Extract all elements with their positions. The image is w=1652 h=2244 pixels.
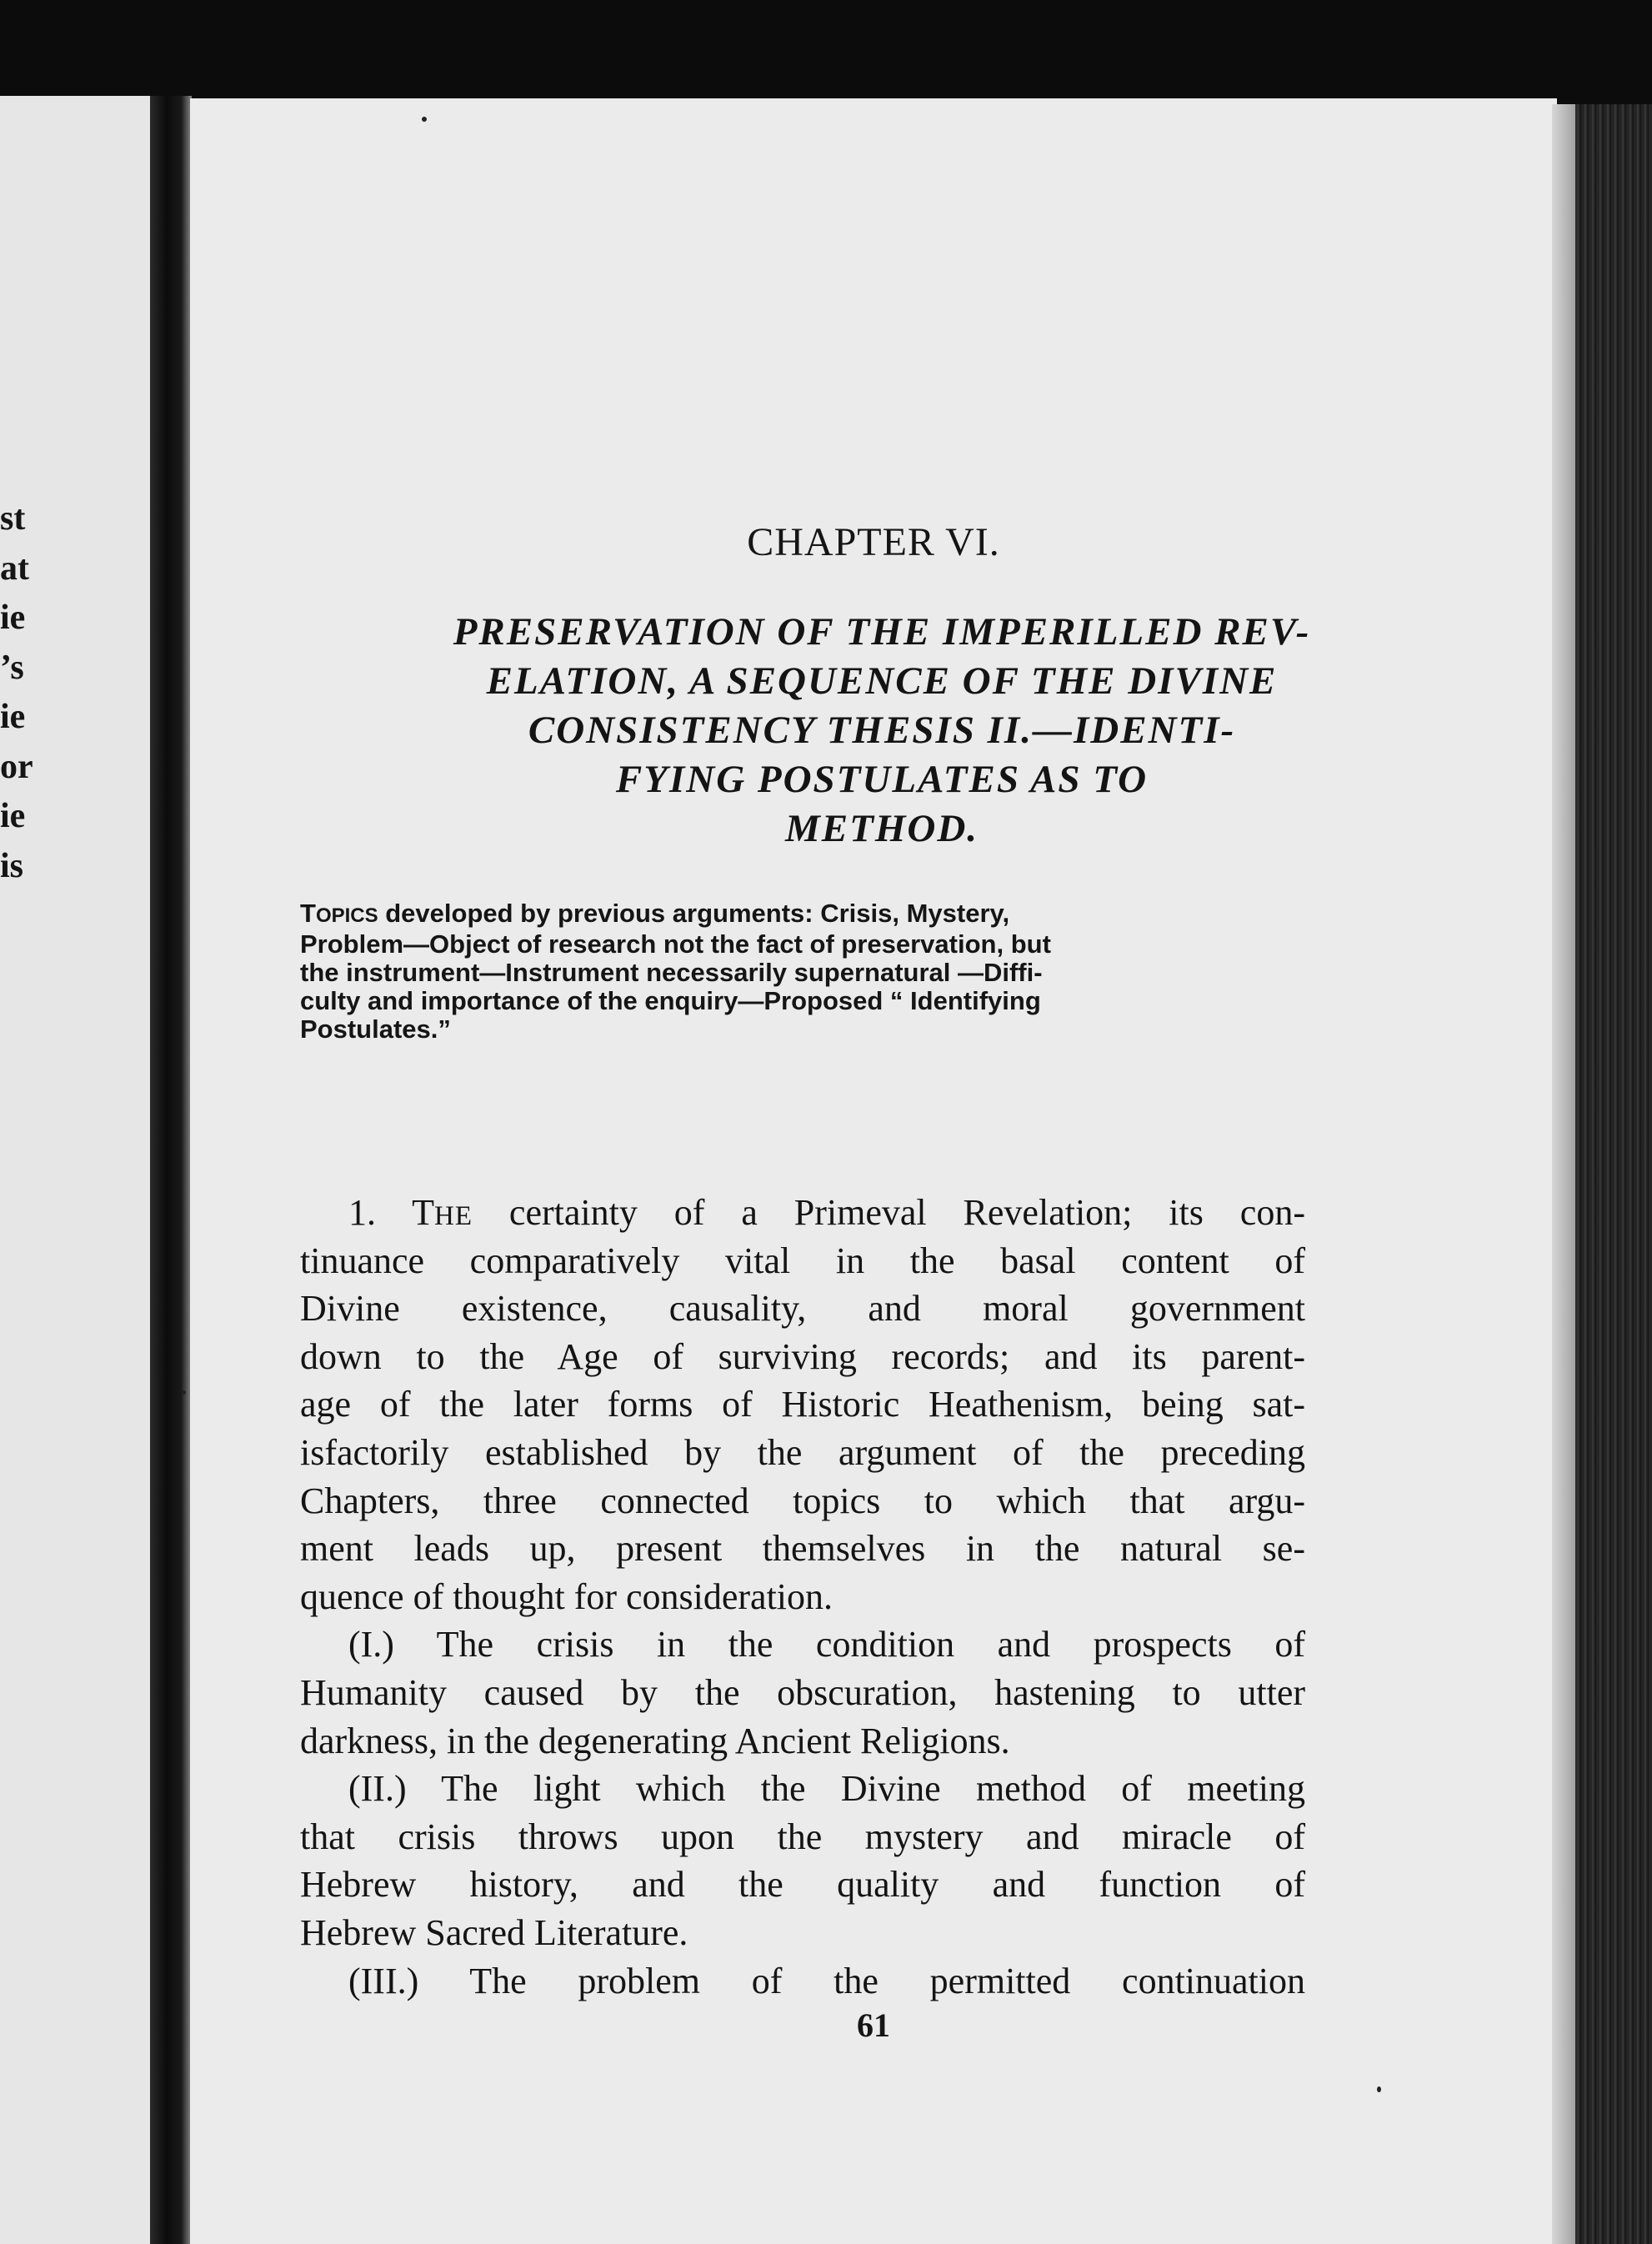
- paragraph-1-line: [300, 1189, 1305, 1237]
- paragraph-1-line: quence of thought for consideration.: [300, 1575, 834, 1617]
- paragraph-2-line: Humanity caused by the obscuration, hastening to utter: [300, 1671, 1305, 1713]
- paragraph-1-line: tinuance comparatively vital in the basal content of: [300, 1240, 1305, 1281]
- topics-small-caps: OPICS: [315, 904, 378, 927]
- paragraph-3-line: Hebrew history, and the quality and function of: [300, 1864, 1305, 1906]
- paragraph-1-line: Divine existence, causality, and moral government: [300, 1288, 1305, 1330]
- book-fore-edge: [1575, 104, 1652, 2244]
- ink-speck: [182, 1390, 186, 1395]
- paragraph-2-line: (I.) The crisis in the condition and prospects of: [348, 1624, 1305, 1665]
- fragment-line: ie: [0, 797, 26, 835]
- ink-speck: [1377, 2086, 1381, 2092]
- paragraph-3-line: Hebrew Sacred Literature.: [300, 1911, 688, 1953]
- topics-line: Postulates.”: [300, 1014, 451, 1044]
- paragraph-number: 1.: [348, 1192, 413, 1233]
- chapter-heading: [282, 608, 1482, 854]
- paragraph-3-line: that crisis throws upon the mystery and miracle of: [300, 1816, 1305, 1857]
- fragment-line: ’s: [0, 648, 24, 687]
- heading-line: METHOD.: [784, 807, 979, 850]
- paragraph-2-line: darkness, in the degenerating Ancient Religions.: [300, 1720, 1010, 1761]
- chapter-title: CHAPTER VI.: [747, 520, 1000, 564]
- heading-line: ELATION, A SEQUENCE OF THE DIVINE: [486, 659, 1278, 703]
- fragment-line: st: [0, 499, 26, 538]
- paragraph-initial: T: [412, 1192, 435, 1233]
- previous-page: [0, 96, 154, 2244]
- fragment-line: or: [0, 747, 33, 786]
- body-text: [300, 1189, 1305, 2005]
- paragraph-1-line: age of the later forms of Historic Heathenism, being sat-: [300, 1384, 1305, 1425]
- topics-line-rest: developed by previous arguments: Crisis, Mystery,: [378, 899, 1010, 928]
- topics-line: culty and importance of the enquiry—Proposed “ Identifying: [300, 986, 1041, 1015]
- paragraph-1-line: isfactorily established by the argument of the preceding: [300, 1431, 1305, 1473]
- paragraph-3-line: (II.) The light which the Divine method of meeting: [348, 1768, 1305, 1810]
- fragment-line: is: [0, 846, 24, 885]
- previous-page-text-fragments: [0, 494, 50, 891]
- paragraph-1-line: down to the Age of surviving records; and its parent-: [300, 1335, 1305, 1377]
- page-number: 61: [857, 2006, 890, 2044]
- book-gutter: [150, 96, 192, 2244]
- book-page: [190, 98, 1557, 2244]
- fragment-line: ie: [0, 599, 26, 637]
- topics-line: [300, 899, 1309, 930]
- topics-line: the instrument—Instrument necessarily supernatural —Diffi-: [300, 958, 1043, 987]
- fragment-line: at: [0, 548, 29, 588]
- heading-line: FYING POSTULATES AS TO: [615, 758, 1149, 801]
- topics-initial: T: [300, 899, 316, 928]
- fragment-line: ie: [0, 698, 26, 736]
- paragraph-1-line: ment leads up, present themselves in the natural se-: [300, 1528, 1305, 1570]
- paragraph-line-rest: certainty of a Primeval Revelation; its con-: [473, 1192, 1305, 1233]
- ink-speck: [422, 117, 427, 122]
- paragraph-1-line: Chapters, three connected topics to which that argu-: [300, 1480, 1305, 1521]
- heading-line: CONSISTENCY THESIS II.—IDENTI-: [528, 709, 1236, 752]
- paragraph-small-caps: HE: [434, 1201, 473, 1231]
- paragraph-4-line: (III.) The problem of the permitted continuation: [348, 1960, 1305, 2001]
- topics-line: Problem—Object of research not the fact of preservation, but: [300, 929, 1051, 959]
- heading-line: PRESERVATION OF THE IMPERILLED REV-: [453, 610, 1311, 654]
- topics-summary: [300, 899, 1309, 1044]
